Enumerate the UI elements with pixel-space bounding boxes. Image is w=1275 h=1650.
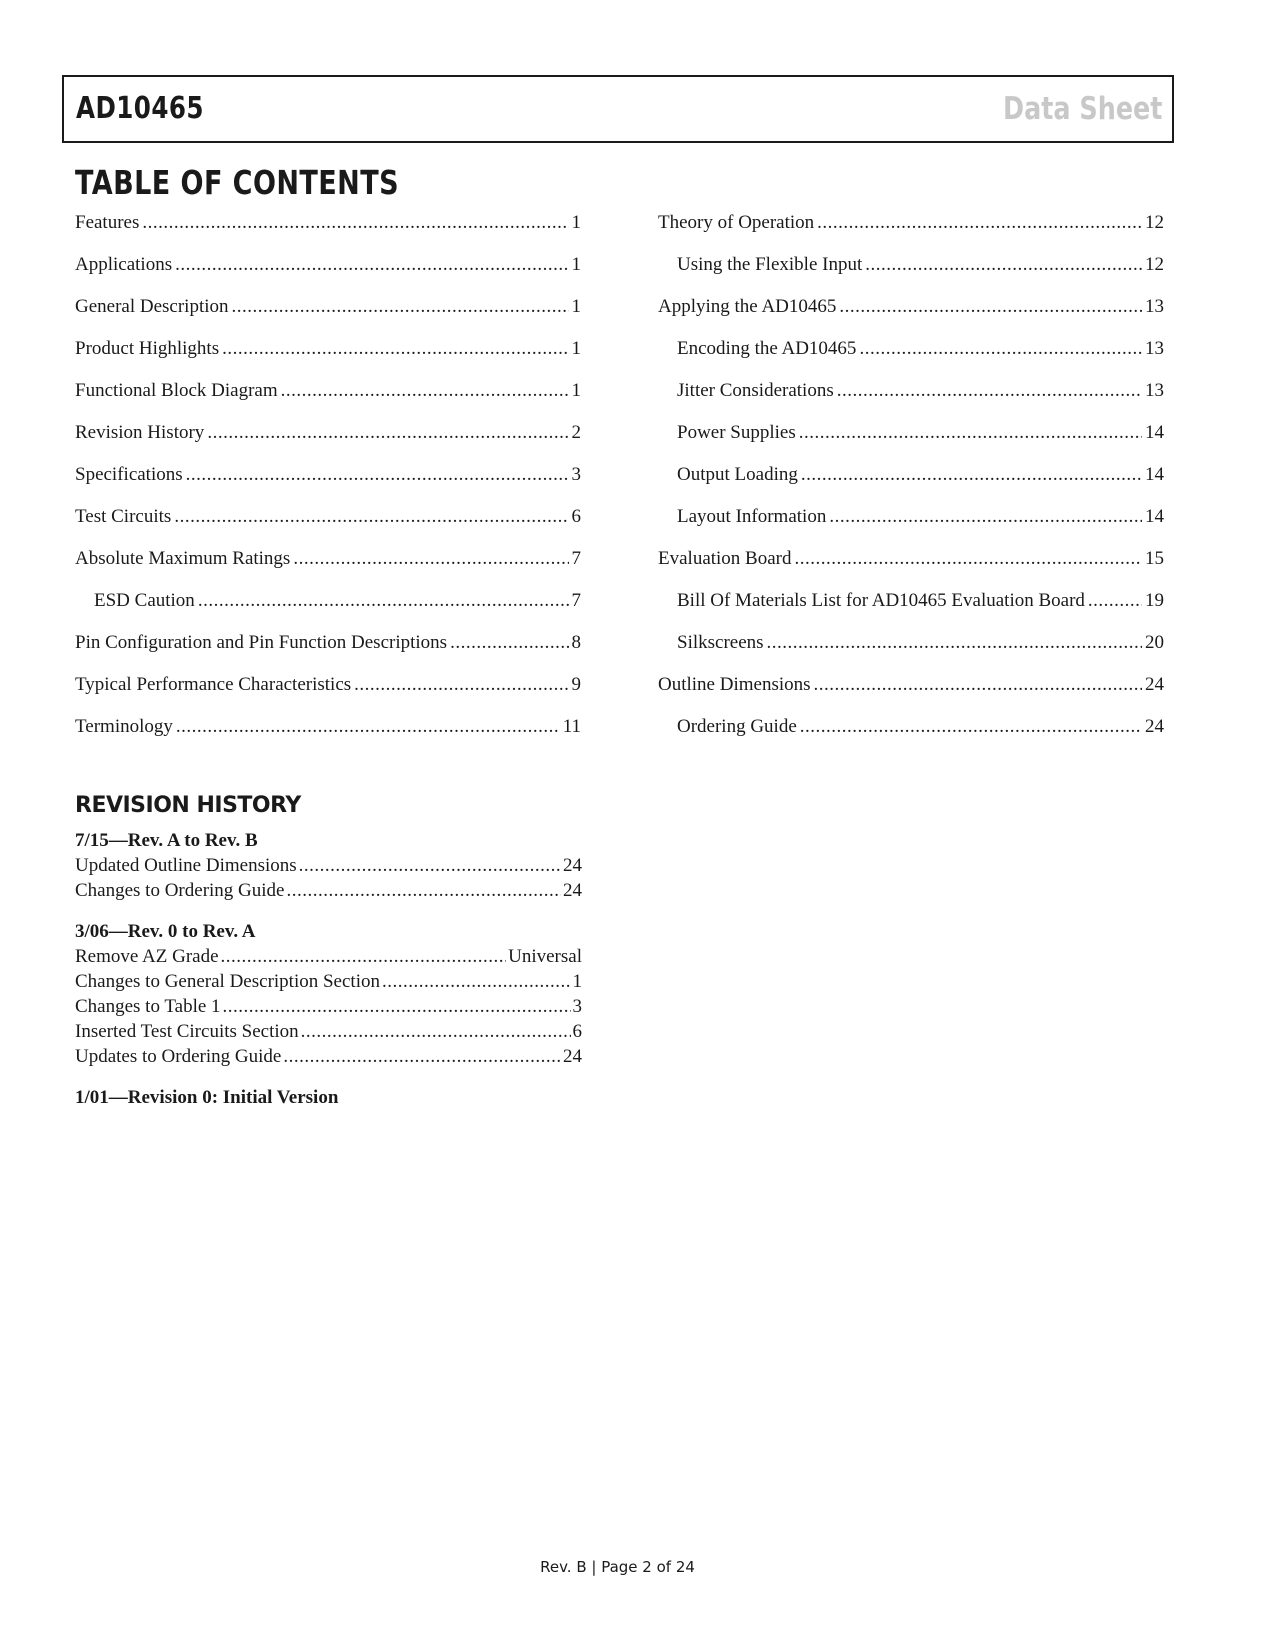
toc-subentry[interactable] (658, 505, 1164, 547)
toc-entry-page: 7 (571, 590, 581, 611)
toc-leader (829, 505, 1142, 529)
revision-entry[interactable] (75, 970, 582, 995)
revision-entry-label: Updated Outline Dimensions (75, 855, 297, 876)
toc-leader (799, 421, 1142, 445)
toc-subentry[interactable] (75, 589, 581, 631)
toc-entry-label: Ordering Guide (677, 716, 797, 737)
revision-block-heading: 1/01—Revision 0: Initial Version (75, 1087, 339, 1108)
toc-entry-label: Test Circuits (75, 506, 172, 527)
toc-leader (814, 673, 1142, 697)
toc-entry-page: 1 (571, 380, 581, 401)
toc-leader (839, 295, 1142, 319)
toc-leader (801, 463, 1142, 487)
revision-entry-label: Changes to Ordering Guide (75, 880, 285, 901)
toc-entry[interactable] (658, 547, 1164, 589)
toc-entry-page: 1 (571, 254, 581, 275)
toc-entry-page: 3 (571, 464, 581, 485)
toc-entry-page: 1 (571, 296, 581, 317)
toc-leader (1088, 589, 1142, 613)
revision-entry-page: 6 (572, 1021, 582, 1042)
document-id: AD10465 (76, 91, 204, 126)
toc-entry-page: 7 (571, 548, 581, 569)
toc-entry-page: 15 (1145, 548, 1164, 569)
revision-entry-label: Changes to Table 1 (75, 996, 221, 1017)
toc-leader (865, 253, 1142, 277)
toc-entry-label: Evaluation Board (658, 548, 792, 569)
toc-entry-page: 14 (1145, 464, 1164, 485)
toc-entry-label: Functional Block Diagram (75, 380, 278, 401)
toc-entry[interactable] (75, 715, 581, 757)
toc-entry-page: 6 (571, 506, 581, 527)
toc-leader (222, 337, 568, 361)
toc-entry[interactable] (75, 505, 581, 547)
toc-leader (176, 715, 560, 739)
toc-entry-page: 13 (1145, 338, 1164, 359)
toc-leader (817, 211, 1142, 235)
toc-leader (207, 421, 568, 445)
toc-entry-label: Revision History (75, 422, 205, 443)
toc-leader (174, 505, 568, 529)
toc-leader (859, 337, 1142, 361)
revision-block (75, 829, 582, 904)
document-kind: Data Sheet (1002, 91, 1162, 127)
toc-entry-page: 2 (571, 422, 581, 443)
toc-entry-page: 24 (1145, 716, 1164, 737)
toc-entry-label: Applications (75, 254, 173, 275)
toc-entry[interactable] (75, 673, 581, 715)
toc-entry[interactable] (75, 337, 581, 379)
toc-right-column (658, 211, 1164, 757)
toc-entry-label: Layout Information (677, 506, 827, 527)
toc-entry-label: Jitter Considerations (677, 380, 834, 401)
revision-entry-page: 24 (563, 855, 582, 876)
toc-leader (800, 715, 1142, 739)
toc-entry-page: 20 (1145, 632, 1164, 653)
revision-leader (286, 879, 561, 903)
revision-leader (283, 1045, 561, 1069)
toc-entry-label: Outline Dimensions (658, 674, 811, 695)
toc-entry-label: Silkscreens (677, 632, 764, 653)
toc-entry-label: Using the Flexible Input (677, 254, 863, 275)
toc-subentry[interactable] (658, 715, 1164, 757)
toc-subentry[interactable] (658, 253, 1164, 295)
toc-entry-label: Bill Of Materials List for AD10465 Evaluation Board (677, 590, 1085, 611)
toc-subentry[interactable] (658, 379, 1164, 421)
toc-entry-page: 13 (1145, 380, 1164, 401)
toc-entry-label: Power Supplies (677, 422, 796, 443)
revision-entry[interactable] (75, 1045, 582, 1070)
toc-leader (354, 673, 568, 697)
revision-entry-label: Updates to Ordering Guide (75, 1046, 282, 1067)
revision-entry-label: Changes to General Description Section (75, 971, 380, 992)
toc-subentry[interactable] (658, 463, 1164, 505)
toc-entry-page: 9 (571, 674, 581, 695)
toc-entry-page: 12 (1145, 254, 1164, 275)
toc-entry-label: Encoding the AD10465 (677, 338, 857, 359)
toc-leader (198, 589, 569, 613)
revision-entry-page: 24 (563, 880, 582, 901)
revision-block (75, 1086, 582, 1111)
revision-leader (299, 854, 561, 878)
revision-entry-label: Remove AZ Grade (75, 946, 219, 967)
revision-leader (221, 945, 507, 969)
toc-left-column (75, 211, 581, 757)
revision-block-heading: 3/06—Rev. 0 to Rev. A (75, 921, 256, 942)
toc-entry-label: Absolute Maximum Ratings (75, 548, 291, 569)
toc-entry-page: 13 (1145, 296, 1164, 317)
toc-entry[interactable] (75, 211, 581, 253)
toc-entry-label: Typical Performance Characteristics (75, 674, 352, 695)
toc-entry[interactable] (75, 547, 581, 589)
toc-entry-label: General Description (75, 296, 229, 317)
toc-entry[interactable] (658, 211, 1164, 253)
revision-entry-page: 1 (572, 971, 582, 992)
toc-entry-label: Theory of Operation (658, 212, 815, 233)
toc-entry-label: Terminology (75, 716, 173, 737)
toc-entry-label: Output Loading (677, 464, 798, 485)
revision-leader (223, 995, 571, 1019)
revision-entry-page: Universal (508, 946, 582, 967)
revision-entry-page: 24 (563, 1046, 582, 1067)
revision-leader (382, 970, 571, 994)
revision-block (75, 920, 582, 1070)
toc-title: TABLE OF CONTENTS (75, 163, 400, 202)
toc-entry-label: Product Highlights (75, 338, 220, 359)
toc-leader (450, 631, 568, 655)
toc-leader (293, 547, 568, 571)
toc-entry-label: ESD Caution (94, 590, 195, 611)
toc-entry-page: 1 (571, 338, 581, 359)
revision-entry[interactable] (75, 995, 582, 1020)
toc-entry-label: Specifications (75, 464, 183, 485)
toc-entry-page: 19 (1145, 590, 1164, 611)
revision-entry-page: 3 (572, 996, 582, 1017)
toc-leader (281, 379, 569, 403)
toc-entry[interactable] (75, 379, 581, 421)
toc-entry[interactable] (75, 295, 581, 337)
toc-leader (837, 379, 1142, 403)
toc-entry-page: 12 (1145, 212, 1164, 233)
toc-entry[interactable] (75, 421, 581, 463)
toc-leader (175, 253, 568, 277)
toc-entry-label: Features (75, 212, 140, 233)
toc-entry-page: 1 (571, 212, 581, 233)
toc-leader (232, 295, 569, 319)
toc-entry[interactable] (658, 295, 1164, 337)
revision-entry[interactable] (75, 1020, 582, 1045)
revision-entry[interactable] (75, 945, 582, 970)
toc-subentry[interactable] (658, 337, 1164, 379)
toc-leader (767, 631, 1142, 655)
toc-entry-page: 24 (1145, 674, 1164, 695)
toc-leader (142, 211, 568, 235)
toc-entry[interactable] (75, 631, 581, 673)
page-footer: Rev. B | Page 2 of 24 (540, 1558, 695, 1576)
page-header (62, 75, 1174, 143)
toc-subentry[interactable] (658, 421, 1164, 463)
toc-subentry[interactable] (658, 631, 1164, 673)
toc-subentry[interactable] (658, 589, 1164, 631)
toc-leader (186, 463, 569, 487)
toc-entry-label: Pin Configuration and Pin Function Descriptions (75, 632, 448, 653)
toc-leader (795, 547, 1143, 571)
toc-entry[interactable] (75, 463, 581, 505)
revision-entry[interactable] (75, 854, 582, 879)
revision-leader (301, 1020, 571, 1044)
revision-entry[interactable] (75, 879, 582, 904)
revision-history-title: REVISION HISTORY (75, 793, 301, 818)
toc-entry-page: 8 (571, 632, 581, 653)
toc-entry[interactable] (75, 253, 581, 295)
toc-entry-page: 14 (1145, 506, 1164, 527)
toc-entry-page: 14 (1145, 422, 1164, 443)
toc-entry-label: Applying the AD10465 (658, 296, 837, 317)
toc-entry[interactable] (658, 673, 1164, 715)
revision-block-heading: 7/15—Rev. A to Rev. B (75, 830, 258, 851)
toc-entry-page: 11 (562, 716, 581, 737)
revision-entry-label: Inserted Test Circuits Section (75, 1021, 299, 1042)
